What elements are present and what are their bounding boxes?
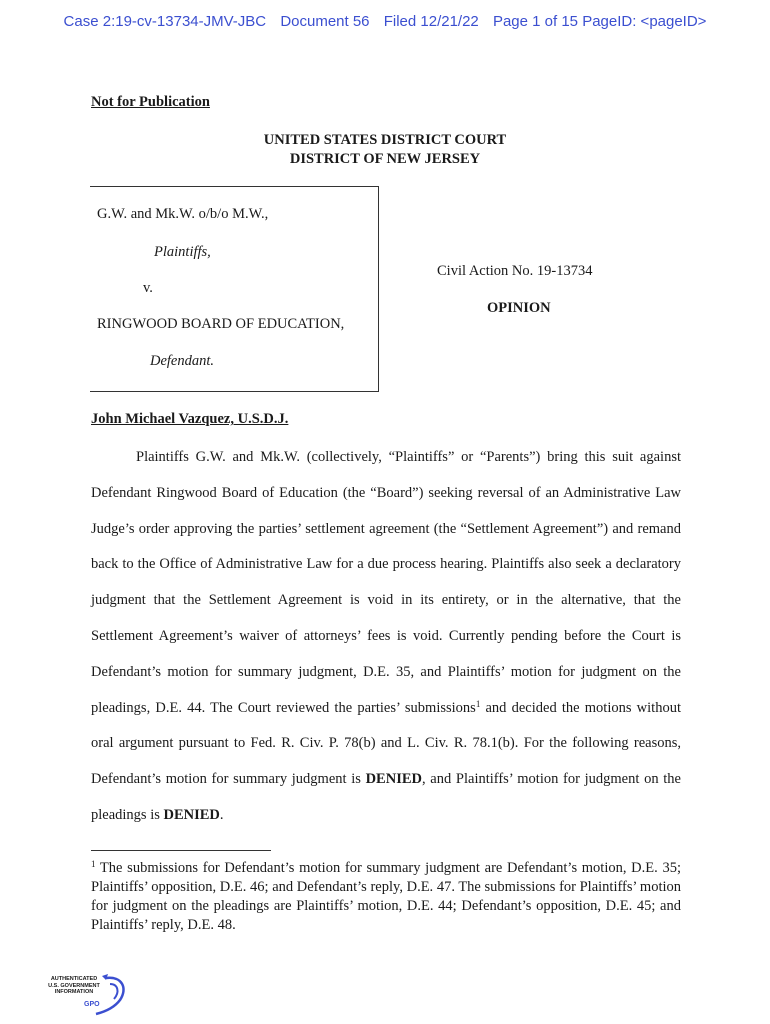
footnote-divider <box>91 850 271 851</box>
civil-action-number: Civil Action No. 19-13734 <box>437 263 593 279</box>
filed-date: Filed 12/21/22 <box>383 13 479 30</box>
ruling-denied-pleadings: DENIED <box>163 806 220 823</box>
gpo-mark: GPO <box>84 1001 100 1008</box>
court-name: UNITED STATES DISTRICT COURT <box>263 132 507 148</box>
ecf-header-stamp <box>0 13 770 30</box>
paragraph-text-part-1: Plaintiffs G.W. and Mk.W. (collectively, “Plaintiffs” or “Parents”) bring this suit against Defendant Ringwood Board of Education (the “Board”) seeking reversal of an Administrative Law Judge’s order approving the parties’ settlement agreement (the “Settlement Agreement”) and remand back to the Office of Administrative Law for a due process hearing. Plaintiffs also seek a declaratory judgment that the Settlement Agreement is void in its entirety, or in the alternative, that the Settlement Agreement’s waiver of attorneys’ fees is void. Currently pending before the Court is Defendant’s motion for summary judgment, D.E. 35, and Plaintiffs’ motion for judgment on the pleadings, D.E. 44. The Court reviewed the parties’ submissions <box>91 449 681 716</box>
gpo-seal-line-1: AUTHENTICATED <box>50 976 98 982</box>
ruling-denied-summary-judgment: DENIED <box>365 771 422 788</box>
opinion-paragraph <box>91 440 681 834</box>
paragraph-text-end: . <box>219 806 224 823</box>
page-info: Page 1 of 15 PageID: <pageID> <box>492 13 707 30</box>
caption-plaintiffs-role: Plaintiffs, <box>154 244 211 260</box>
gpo-seal-text <box>44 976 104 996</box>
paragraph-text-part-2: and decided the motions without oral argument pursuant to Fed. R. Civ. P. 78(b) and L. Civ. R. 78.1(b). For the following reasons, Defendant’s motion for summary judgment is <box>91 699 681 788</box>
footnote-reference[interactable]: 1 <box>475 698 481 709</box>
caption-plaintiffs: G.W. and Mk.W. o/b/o M.W., <box>97 206 269 222</box>
not-for-publication-label: Not for Publication <box>91 94 210 110</box>
footnote-text: The submissions for Defendant’s motion for summary judgment are Defendant’s motion, D.E. 35; Plaintiffs’ opposition, D.E. 46; and Defendant’s reply, D.E. 47. The submissions for Plaintiffs’ motion for judgment on the pleadings are Plaintiffs’ motion, D.E. 44; Defendant’s opposition, D.E. 45; and Plaintiffs’ reply, D.E. 48. <box>91 860 681 933</box>
opinion-body <box>91 440 681 834</box>
document-number: Document 56 <box>280 13 370 30</box>
footnote-marker: 1 <box>91 859 96 869</box>
case-number: Case 2:19-cv-13734-JMV-JBC <box>63 13 267 30</box>
opinion-title: OPINION <box>487 300 551 316</box>
paragraph-text-part-3: , and Plaintiffs’ motion for judgment on the pleadings is <box>91 771 681 823</box>
gpo-seal-line-3: INFORMATION <box>54 989 94 995</box>
caption-defendant-role: Defendant. <box>150 353 215 369</box>
judge-name: John Michael Vazquez, U.S.D.J. <box>91 411 289 427</box>
court-heading <box>0 131 770 169</box>
caption-versus: v. <box>143 280 153 296</box>
footnote <box>91 859 681 935</box>
caption-defendant: RINGWOOD BOARD OF EDUCATION, <box>97 316 345 332</box>
court-district: DISTRICT OF NEW JERSEY <box>289 151 481 167</box>
gpo-seal-line-2: U.S. GOVERNMENT <box>48 982 100 989</box>
